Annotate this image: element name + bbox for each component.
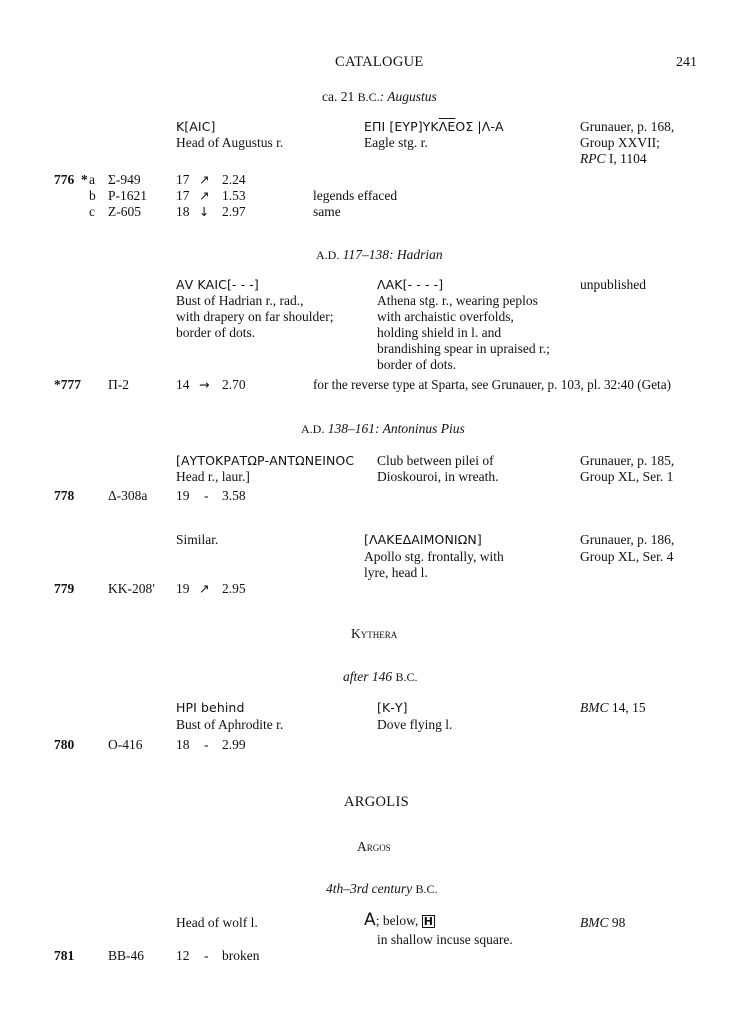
die-axis-arrow: ↓ (199, 204, 210, 219)
weight: 2.70 (222, 377, 246, 392)
reverse-description-line: brandishing spear in upraised r.; (377, 341, 550, 356)
weight: 1.53 (222, 188, 246, 203)
catalogue-number: 780 (54, 737, 75, 752)
inventory-id: Δ-308a (108, 488, 148, 503)
reference-776-line2: Group XXVII; (580, 135, 660, 150)
reference-781 (580, 914, 625, 931)
obverse-legend-776: Κ[ΑΙϹ] (176, 119, 216, 134)
reverse-legend-777: ΛΑΚ[- - - -] (377, 277, 444, 292)
inventory-id: Π-2 (108, 377, 129, 392)
city-heading-argos: Argos (357, 839, 391, 854)
diameter: 19 (176, 581, 190, 596)
reference-abbrev: RPC (580, 151, 606, 166)
die-axis-arrow: → (199, 377, 210, 392)
specimen-note: legends effaced (313, 188, 398, 203)
obverse-legend-780: ΗΡΙ behind (176, 700, 245, 715)
reverse-legend-text: ; below, (375, 913, 422, 928)
reverse-description-line: Apollo stg. frontally, with (364, 549, 504, 564)
reference-780 (580, 699, 646, 716)
reverse-description-776: Eagle stg. r. (364, 135, 428, 150)
die-axis-dash: - (204, 737, 209, 752)
obverse-description-781: Head of wolf l. (176, 915, 258, 930)
reverse-legend-779: [ΛΑΚΕΔΑΙΜΟΝΙΩΝ] (364, 532, 482, 547)
period-date: 117–138: Hadrian (342, 247, 443, 262)
catalogue-number: *777 (54, 377, 81, 392)
period-heading-antoninus (301, 420, 465, 438)
reverse-letter: Α (364, 910, 376, 930)
reverse-description-line: lyre, head l. (364, 565, 428, 580)
reverse-description-line: Dioskouroi, in wreath. (377, 469, 499, 484)
reference-abbrev: BMC (580, 700, 609, 715)
obverse-description-778: Head r., laur.] (176, 469, 250, 484)
period-date: 138–161: Antoninus Pius (327, 421, 465, 436)
reference-line: Grunauer, p. 185, (580, 453, 675, 468)
period-era: A.D. (301, 422, 325, 436)
weight: 2.99 (222, 737, 246, 752)
weight: broken (222, 948, 260, 963)
weight: 2.97 (222, 204, 246, 219)
die-axis-dash: - (204, 948, 209, 963)
reverse-description-line: holding shield in l. and (377, 325, 502, 340)
period-date: ca. 21 (322, 89, 355, 104)
illustrated-star: * (81, 172, 88, 187)
reference-detail: 98 (608, 915, 626, 930)
obverse-description-780: Bust of Aphrodite r. (176, 717, 284, 732)
reference-abbrev: BMC (580, 915, 609, 930)
reverse-legend-ligature: $\overline{\Lambda E}$ (438, 119, 456, 134)
period-era: B.C. (395, 670, 418, 684)
diameter: 14 (176, 377, 190, 392)
period-heading-kythera (343, 668, 418, 686)
obverse-description-776: Head of Augustus r. (176, 135, 284, 150)
diameter: 18 (176, 204, 190, 219)
diameter: 17 (176, 172, 190, 187)
specimen-letter: c (89, 204, 95, 219)
reverse-legend-776 (364, 118, 504, 135)
reference-line: Grunauer, p. 186, (580, 532, 675, 547)
reference-line: Group XL, Ser. 4 (580, 549, 674, 564)
diameter: 18 (176, 737, 190, 752)
inventory-id: KK-208′ (108, 581, 156, 596)
inventory-id: O-416 (108, 737, 143, 752)
period-heading-hadrian (316, 246, 443, 264)
catalogue-number: 781 (54, 948, 75, 963)
die-axis-dash: - (204, 488, 209, 503)
period-date: 4th–3rd century (326, 881, 413, 896)
diameter: 19 (176, 488, 190, 503)
reverse-description-780: Dove flying l. (377, 717, 453, 732)
reverse-description-781: in shallow incuse square. (377, 932, 513, 947)
reverse-legend-781 (364, 912, 435, 929)
obverse-legend-778: [ΑΥΤΟΚΡΑΤΩΡ-ΑΝΤΩΝΕΙΝΟϹ (176, 453, 355, 468)
reverse-legend-part: ΕΠΙ [ΕΥΡ]ΥΚ (364, 119, 439, 134)
reverse-legend-part: ΟΣ |Λ-Α (455, 119, 504, 134)
period-ruler: : Augustus (379, 89, 437, 104)
reference-777: unpublished (580, 277, 646, 292)
catalogue-number: 776 (54, 172, 75, 187)
running-title: CATALOGUE (335, 54, 424, 70)
catalogue-number: 779 (54, 581, 75, 596)
reference-776-line1: Grunauer, p. 168, (580, 119, 675, 134)
period-era: B.C. (415, 882, 438, 896)
reverse-description-line: Athena stg. r., wearing peplos (377, 293, 538, 308)
weight: 3.58 (222, 488, 246, 503)
specimen-letter: a (89, 172, 95, 187)
region-heading-argolis: ARGOLIS (344, 794, 409, 810)
inventory-id: P-1621 (108, 188, 148, 203)
reference-776-line3 (580, 150, 647, 167)
specimen-letter: b (89, 188, 96, 203)
catalogue-number: 778 (54, 488, 75, 503)
reverse-description-line: Club between pilei of (377, 453, 494, 468)
obverse-legend-777: ΑV ΚΑΙϹ[- - -] (176, 277, 259, 292)
period-heading-argos (326, 880, 438, 898)
inventory-id: Σ-949 (108, 172, 141, 187)
die-axis-arrow: ↗ (199, 188, 210, 203)
specimen-note: for the reverse type at Sparta, see Grunauer, p. 103, pl. 32:40 (Geta) (313, 377, 671, 392)
obverse-description-line: with drapery on far shoulder; (176, 309, 334, 324)
weight: 2.24 (222, 172, 246, 187)
reference-line: Group XL, Ser. 1 (580, 469, 674, 484)
reverse-description-line: border of dots. (377, 357, 457, 372)
die-axis-arrow: ↗ (199, 172, 210, 187)
period-era: B.C. (357, 90, 380, 104)
inventory-id: Z-605 (108, 204, 141, 219)
reference-detail: 14, 15 (608, 700, 646, 715)
specimen-note: same (313, 204, 341, 219)
weight: 2.95 (222, 581, 246, 596)
diameter: 12 (176, 948, 190, 963)
diameter: 17 (176, 188, 190, 203)
page-number: 241 (676, 55, 697, 70)
reverse-description-line: with archaistic overfolds, (377, 309, 514, 324)
inventory-id: BB-46 (108, 948, 145, 963)
reverse-legend-780: [Κ-Υ] (377, 700, 408, 715)
region-heading-kythera: Kythera (351, 626, 398, 641)
obverse-description-779: Similar. (176, 532, 219, 547)
obverse-description-line: border of dots. (176, 325, 256, 340)
period-era: A.D. (316, 248, 340, 262)
period-date: after 146 (343, 669, 393, 684)
reverse-monogram: Η (423, 915, 434, 928)
die-axis-arrow: ↗ (199, 581, 210, 596)
period-heading-augustus (322, 88, 437, 106)
obverse-description-line: Bust of Hadrian r., rad., (176, 293, 304, 308)
reference-detail: I, 1104 (605, 151, 647, 166)
